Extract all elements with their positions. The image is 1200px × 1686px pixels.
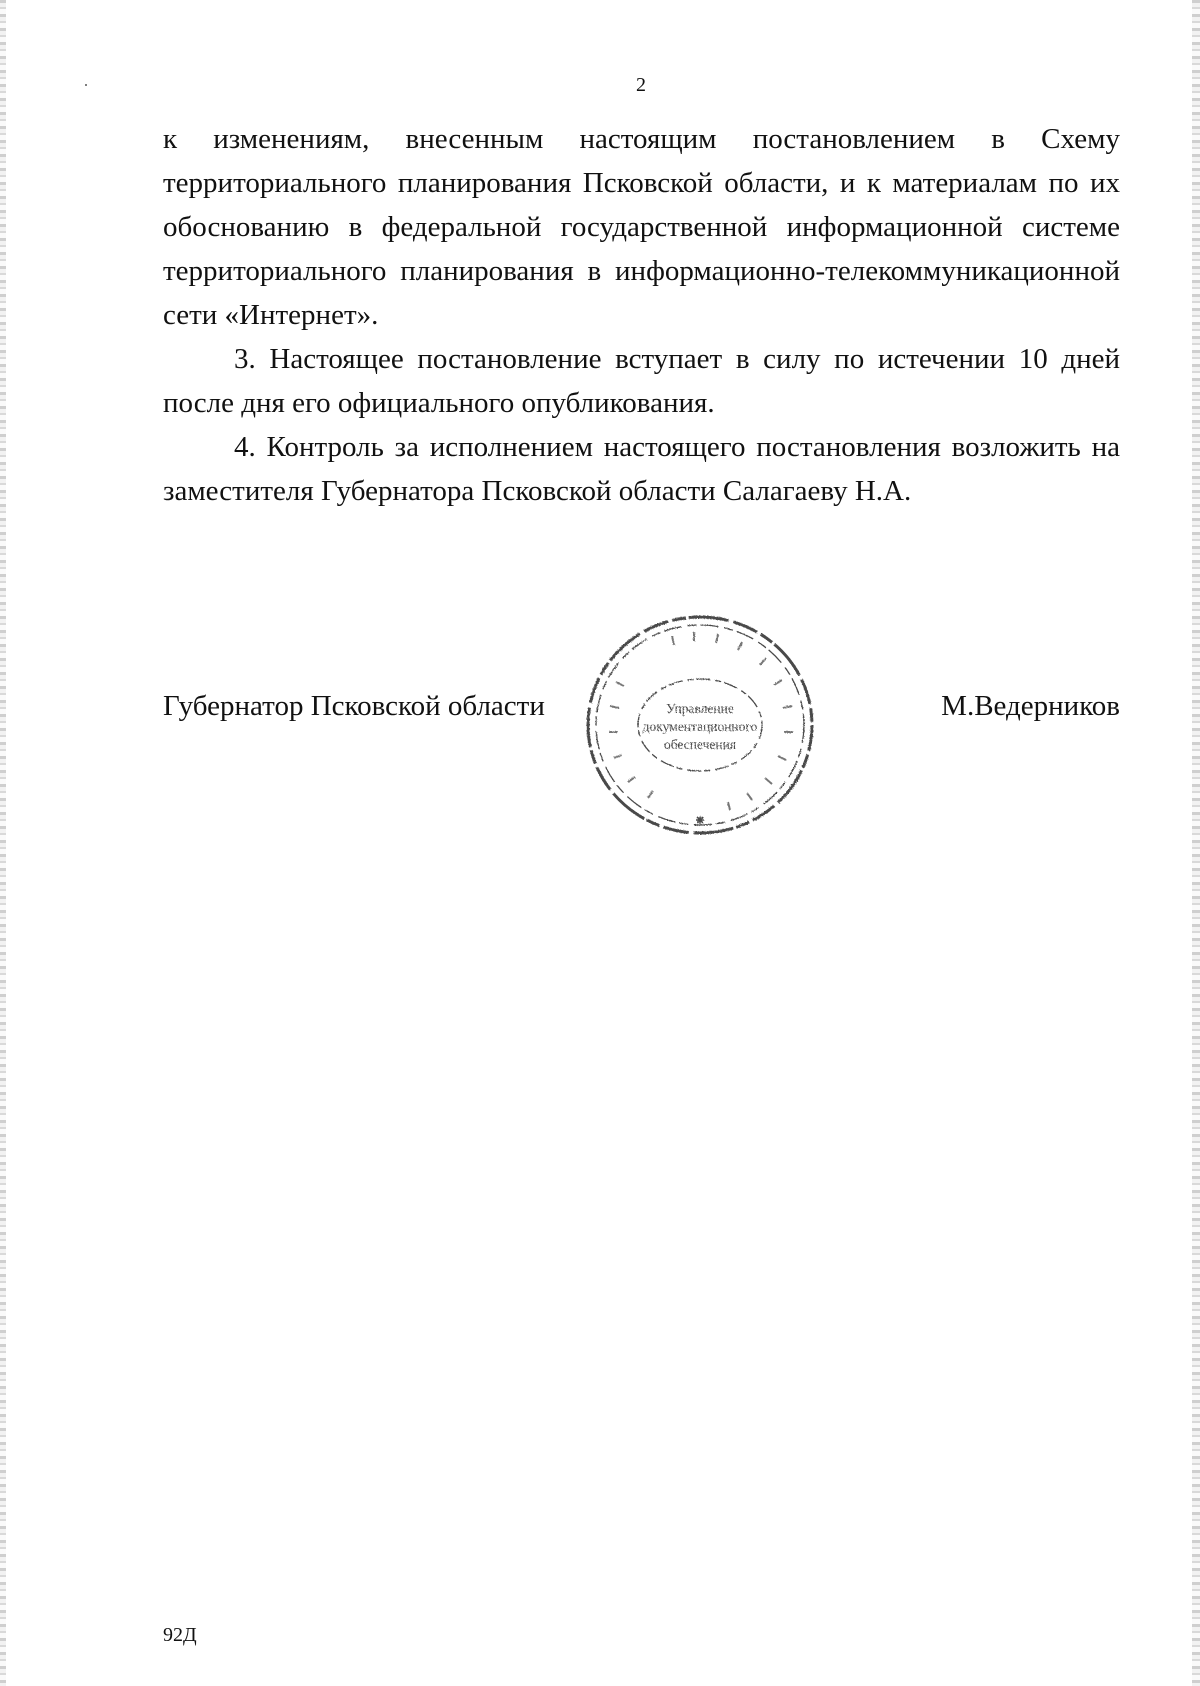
page-number: 2	[636, 74, 646, 96]
paragraph-item-3: 3. Настоящее постановление вступает в силу по истечении 10 дней после дня его официального опубликования.	[163, 343, 1120, 419]
signatory-title: Губернатор Псковской области	[163, 690, 545, 722]
paragraph-item-4: 4. Контроль за исполнением настоящего постановления возложить на заместителя Губернатора Псковской области Салагаеву Н.А.	[163, 431, 1120, 507]
stamp-line-1: Управление	[666, 701, 734, 716]
signatory-name: М.Ведерников	[941, 690, 1120, 722]
stamp-line-2: документационного	[642, 719, 758, 734]
footer-code: 92Д	[163, 1624, 197, 1646]
scan-edge-right	[1192, 0, 1200, 1686]
official-stamp	[582, 610, 818, 840]
scan-edge-left	[0, 0, 6, 1686]
stamp-line-3: обеспечения	[663, 737, 737, 752]
body-text	[163, 117, 1120, 513]
paragraph-continuation: к изменениям, внесенным настоящим постановлением в Схему территориального планирования Псковской области, и к материалам по их обоснованию в федеральной государственной информационной системе территориального планирования в информационно-телекоммуникационной сети «Интернет».	[163, 123, 1120, 331]
